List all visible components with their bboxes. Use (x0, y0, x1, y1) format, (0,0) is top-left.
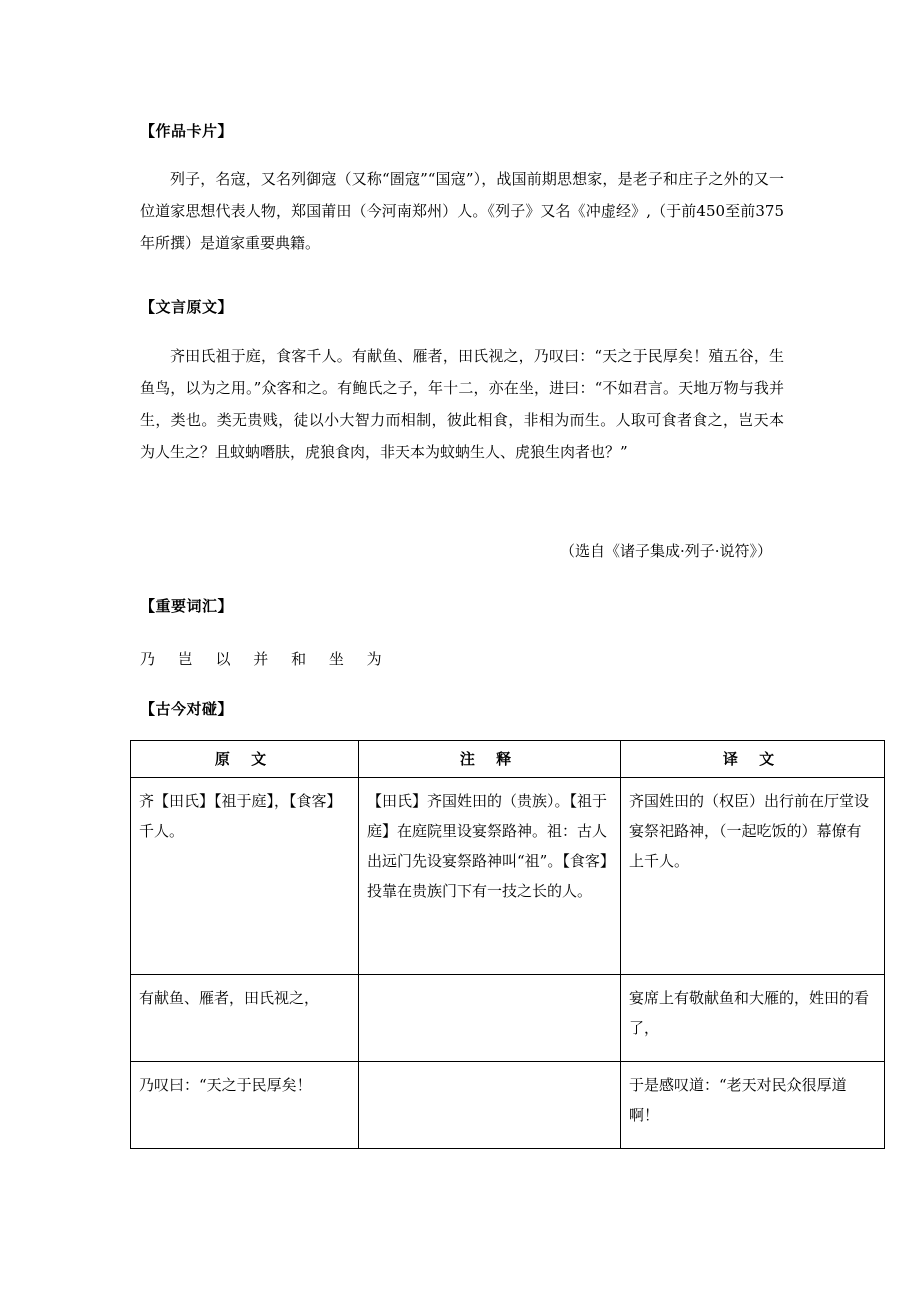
cell-original: 乃叹曰：“天之于民厚矣！ (131, 1062, 359, 1149)
original-paragraph: 齐田氏祖于庭，食客千人。有献鱼、雁者，田氏视之，乃叹曰：“天之于民厚矣！殖五谷，生鱼鸟，以为之用。”众客和之。有鲍氏之子，年十二，亦在坐，进曰：“不如君言。天地万物与我并生，类也。类无贵贱，徒以小大智力而相制，彼此相食，非相为而生。人取可食者食之，岂天本为人生之？且蚊蚋噆肤，虎狼食肉，非天本为蚊蚋生人、虎狼生肉者也？” (140, 347, 784, 461)
compare-table (130, 740, 885, 1149)
source-citation: （选自《诸子集成·列子·说符》） (559, 542, 772, 560)
cell-translation: 宴席上有敬献鱼和大雁的，姓田的看了， (621, 975, 885, 1062)
table-row (131, 1062, 885, 1149)
cell-notes: 【田氏】齐国姓田的（贵族）。【祖于庭】在庭院里设宴祭路神。祖：古人出远门先设宴祭路神叫“祖”。【食客】投靠在贵族门下有一技之长的人。 (359, 778, 621, 975)
vocab-heading: 【重要词汇】 (140, 597, 234, 615)
original-heading: 【文言原文】 (140, 298, 234, 316)
table-row (131, 778, 885, 975)
card-heading: 【作品卡片】 (140, 122, 234, 140)
cell-translation: 于是感叹道：“老天对民众很厚道啊！ (621, 1062, 885, 1149)
compare-heading: 【古今对碰】 (140, 700, 234, 718)
cell-notes (359, 1062, 621, 1149)
cell-notes (359, 975, 621, 1062)
table-header-row (131, 741, 885, 778)
header-notes: 注 释 (359, 741, 621, 778)
cell-original: 齐【田氏】【祖于庭】，【食客】千人。 (131, 778, 359, 975)
header-original: 原 文 (131, 741, 359, 778)
cell-original: 有献鱼、雁者，田氏视之， (131, 975, 359, 1062)
card-paragraph: 列子，名寇，又名列御寇（又称“圄寇”“国寇”），战国前期思想家，是老子和庄子之外的又一位道家思想代表人物，郑国莆田（今河南郑州）人。《列子》又名《冲虚经》,（于前450至前375年所撰）是道家重要典籍。 (140, 170, 784, 252)
vocab-list: 乃 岂 以 并 和 坐 为 (140, 650, 391, 668)
cell-translation: 齐国姓田的（权臣）出行前在厅堂设宴祭祀路神，（一起吃饭的）幕僚有上千人。 (621, 778, 885, 975)
header-translation: 译 文 (621, 741, 885, 778)
table-row (131, 975, 885, 1062)
